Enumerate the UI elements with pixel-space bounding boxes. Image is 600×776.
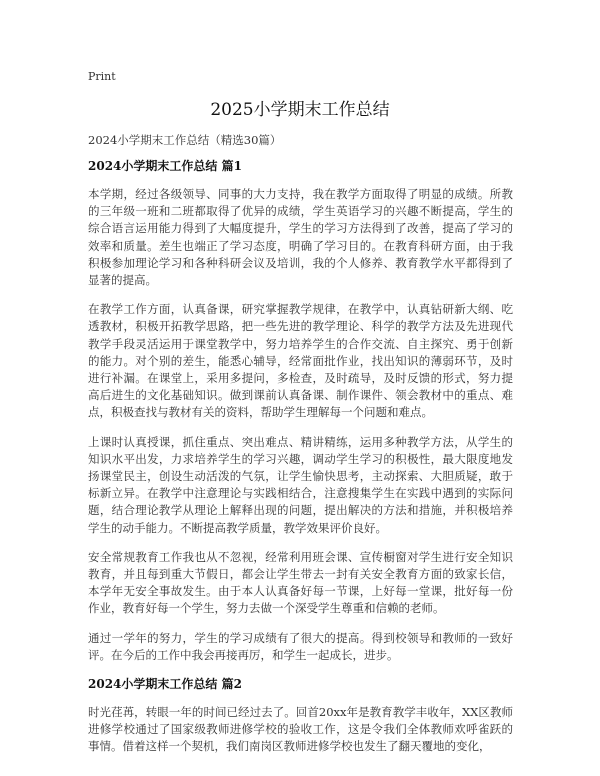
paragraph: 时光荏苒，转眼一年的时间已经过去了。回首20xx年是教育教学丰收年，XX区教师进修学校通过了国家级教师进修学校的验收工作，这是令我们全体教师欢呼雀跃的事情。借着这样一个契机，我们南岗区教师进修学校也发生了翻天覆地的变化， [88,705,513,754]
paragraph: 安全常规教育工作我也从不忽视，经常利用班会课、宣传橱窗对学生进行安全知识教育，并且每到重大节假日，都会让学生带去一封有关安全教育方面的致家长信，本学年无安全事故发生。由于本人认真备好每一节课，上好每一堂课，批好每一份作业，教育好每一个学生，努力去做一个深受学生尊重和信赖的老师。 [88,549,513,616]
paragraph: 本学期，经过各级领导、同事的大力支持，我在教学方面取得了明显的成绩。所教的三年级一班和二班都取得了优异的成绩，学生英语学习的兴趣不断提高，学生的综合语言运用能力得到了大幅度提升，学生的学习方法得到了改善，提高了学习的效率和质量。差生也端正了学习态度，明确了学习目的。在教育科研方面，由于我积极参加理论学习和各种科研会议及培训，我的个人修养、教育教学水平都得到了显著的提高。 [88,187,513,288]
section-heading: 2024小学期末工作总结 篇1 [88,159,242,173]
section-1 [88,158,513,664]
paragraph: 通过一学年的努力，学生的学习成绩有了很大的提高。得到校领导和教师的一致好评。在今后的工作中我会再接再厉，和学生一起成长，进步。 [88,630,513,662]
section-2 [88,676,513,756]
paragraph: 在教学工作方面，认真备课，研究掌握教学规律，在教学中，认真钻研新大纲、吃透教材，积极开拓教学思路，把一些先进的教学理论、科学的教学方法及先进现代教学手段灵活运用于课堂教学中，努力培养学生的合作交流、自主探究、勇于创新的能力。对个别的差生，能悉心辅导，经常面批作业，找出知识的薄弱环节，及时进行补漏。在课堂上，采用多提问，多检查，及时疏导，及时反馈的形式，努力提高后进生的文化基础知识。做到课前认真备课、制作课件、领会教材中的重点、难点，积极查找与教材有关的资料，帮助学生理解每一个问题和难点。 [88,302,513,420]
paragraph: 上课时认真授课，抓住重点、突出难点、精讲精练，运用多种教学方法，从学生的知识水平出发，力求培养学生的学习兴趣，调动学生学习的积极性，最大限度地发扬课堂民主，创设生动活泼的气氛，让学生愉快思考，主动探索、大胆质疑，敢于标新立异。在教学中注意理论与实践相结合，注意搜集学生在实践中遇到的实际问题，结合理论教学从理论上解释出现的问题，提出解决的方法和措施，并积极培养学生的动手能力。不断提高教学质量，教学效果评价良好。 [88,434,513,535]
section-heading: 2024小学期末工作总结 篇2 [88,677,242,692]
print-link[interactable]: Print [88,70,116,83]
document-subtitle: 2024小学期末工作总结（精选30篇） [88,133,282,147]
page-title: 2025小学期末工作总结 [210,100,390,120]
document-body [88,158,513,768]
